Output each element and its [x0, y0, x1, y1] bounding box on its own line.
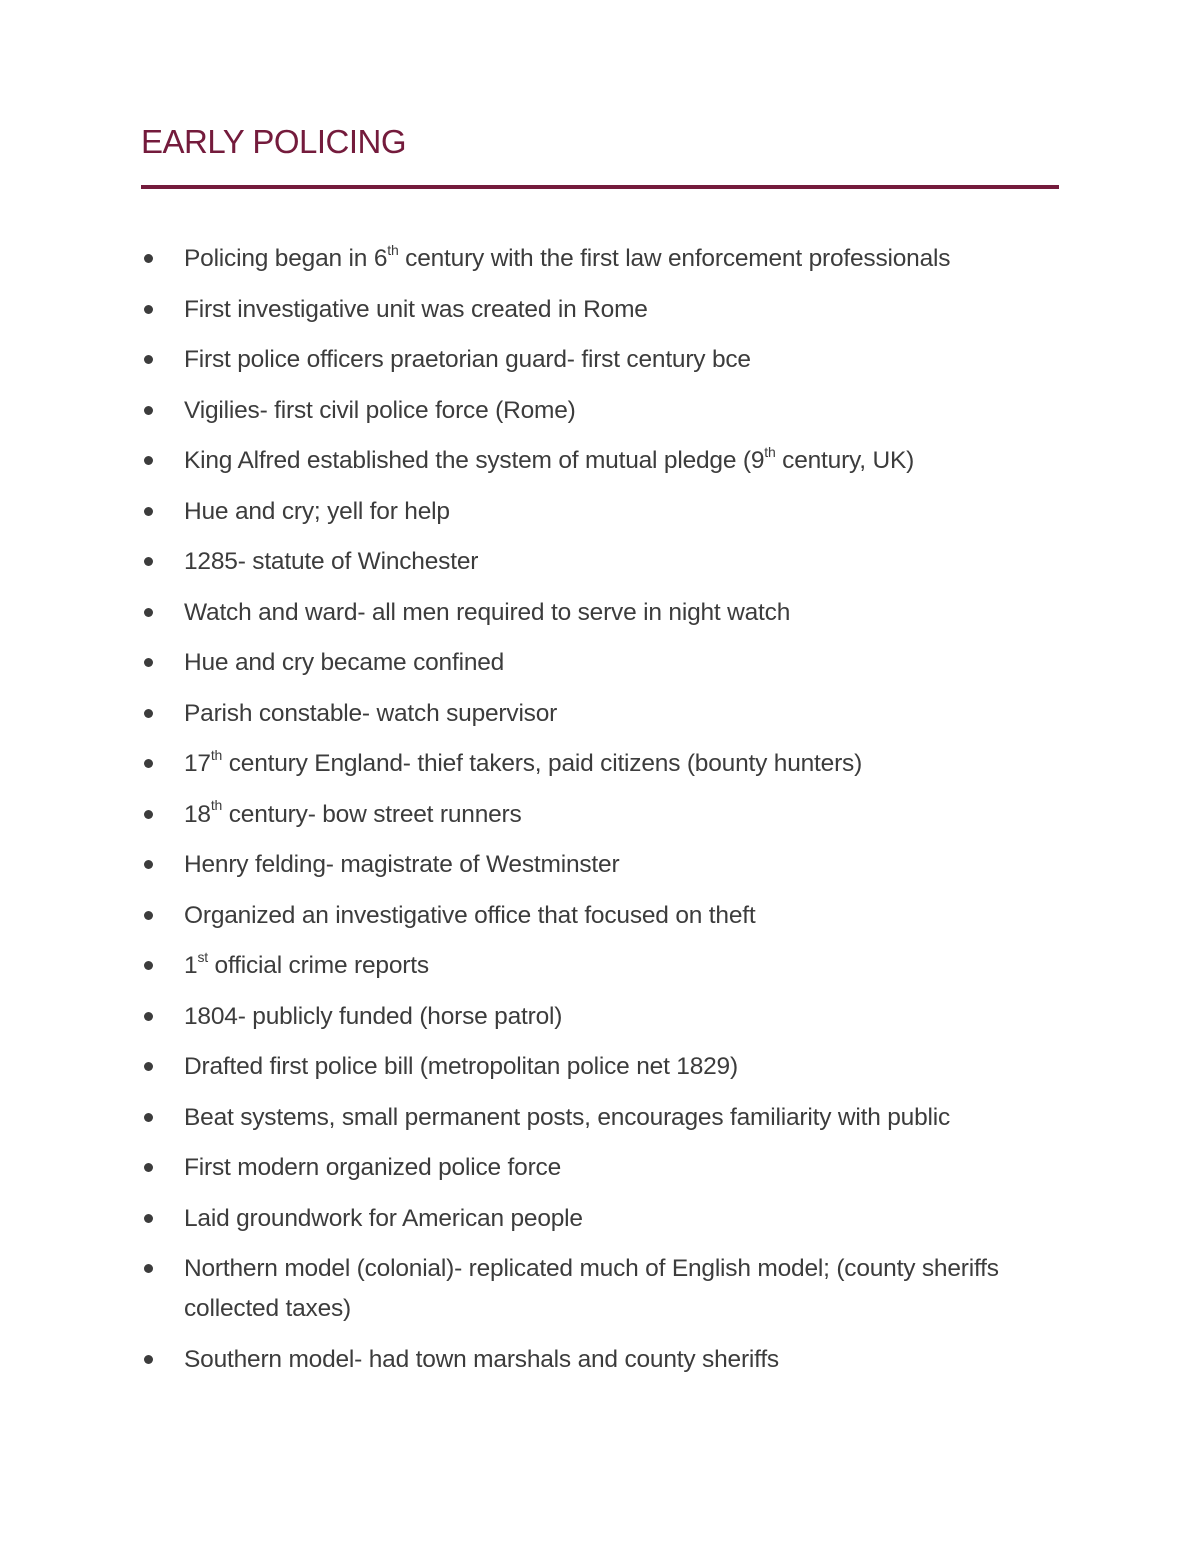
list-item-text [184, 241, 951, 272]
list-item [141, 441, 1061, 481]
list-item-main-text: 1 [184, 952, 198, 979]
bullet-icon [144, 1214, 153, 1223]
list-item [141, 643, 1061, 683]
bullet-icon [144, 860, 153, 869]
list-item-main-text: Watch and ward- all men required to serve in night watch [184, 598, 791, 626]
list-item-text [184, 296, 648, 323]
list-item [141, 593, 1061, 633]
list-item-continuation-text: century- bow street runners [222, 800, 522, 828]
list-item [141, 896, 1061, 936]
list-item-text [184, 851, 619, 878]
list-item-main-text: 1804- publicly funded (horse patrol) [184, 1002, 563, 1030]
bullet-icon [144, 1062, 153, 1071]
list-item-text [184, 649, 504, 676]
list-item-text [184, 1003, 562, 1030]
list-item-main-text: Organized an investigative office that focused on theft [184, 901, 756, 929]
bullet-icon [144, 1113, 153, 1122]
list-item [141, 744, 1061, 784]
bullet-icon [144, 507, 153, 516]
bullet-icon [144, 1355, 153, 1364]
list-item [141, 340, 1061, 380]
list-item-text [184, 599, 790, 626]
list-item-text [184, 1346, 779, 1373]
list-item [141, 1199, 1061, 1239]
bullet-icon [144, 961, 153, 970]
bullet-icon [144, 1264, 153, 1273]
bullet-icon [144, 355, 153, 364]
list-item-main-text: Southern model- had town marshals and county sheriffs [184, 1345, 779, 1373]
list-item [141, 1148, 1061, 1188]
list-item [141, 694, 1061, 734]
list-item-text [184, 1154, 561, 1181]
list-item-main-text: Laid groundwork for American people [184, 1204, 583, 1232]
list-item [141, 845, 1061, 885]
list-item [141, 1047, 1061, 1087]
bullet-icon [144, 557, 153, 566]
list-item-main-text: King Alfred established the system of mutual pledge (9 [184, 447, 765, 474]
bullet-icon [144, 1163, 153, 1172]
list-item-text [184, 1053, 738, 1080]
list-item-main-text: First modern organized police force [184, 1154, 562, 1181]
list-item [141, 391, 1061, 431]
list-item-main-text: 17 [184, 750, 211, 777]
list-item [141, 1098, 1061, 1138]
bullet-icon [144, 709, 153, 718]
list-item [141, 239, 1061, 279]
list-item [141, 1340, 1061, 1380]
bullet-icon [144, 608, 153, 617]
title-divider [141, 185, 1059, 189]
list-item-main-text: Hue and cry; yell for help [184, 497, 450, 525]
list-item [141, 795, 1061, 835]
bullet-icon [144, 254, 153, 263]
page-title: EARLY POLICING [141, 123, 407, 160]
bullet-icon [144, 759, 153, 768]
ordinal-superscript: st [197, 948, 208, 965]
list-item [141, 492, 1061, 532]
list-item [141, 542, 1061, 582]
bullet-icon [144, 1012, 153, 1021]
bullet-icon [144, 456, 153, 465]
bullet-icon [144, 658, 153, 667]
list-item-text [184, 397, 576, 424]
list-item-continuation-text: official crime reports [207, 952, 429, 979]
list-item-text [184, 443, 915, 474]
list-item-main-text: First investigative unit was created in Rome [184, 295, 648, 323]
list-item-text [184, 1255, 999, 1322]
ordinal-superscript: th [387, 241, 399, 258]
list-item-text [184, 1104, 950, 1131]
ordinal-superscript: th [210, 797, 223, 814]
ordinal-superscript: th [210, 746, 223, 763]
bullet-icon [144, 305, 153, 314]
list-item-main-text: Parish constable- watch supervisor [184, 699, 558, 727]
bullet-icon [144, 810, 153, 819]
list-item-main-text: Northern model (colonial)- replicated much of English model; (county sheriffs collected taxes) [184, 1255, 999, 1322]
list-item-main-text: Beat systems, small permanent posts, encourages familiarity with public [184, 1103, 951, 1131]
list-item [141, 946, 1061, 986]
list-item-main-text: Henry felding- magistrate of Westminster [184, 851, 620, 878]
list-item-main-text: Hue and cry became confined [184, 649, 505, 676]
list-item-text [184, 902, 755, 929]
list-item-continuation-text: century England- thief takers, paid citizens (bounty hunters) [222, 750, 863, 777]
list-item-main-text: 18 [184, 800, 211, 828]
list-item-text [184, 948, 429, 979]
list-item-main-text: Vigilies- first civil police force (Rome) [184, 396, 576, 424]
list-item-text [184, 346, 751, 373]
list-item [141, 290, 1061, 330]
list-item [141, 1249, 1044, 1329]
list-item-text [184, 700, 557, 727]
bullet-list [141, 239, 1061, 1390]
bullet-icon [144, 911, 153, 920]
list-item-main-text: First police officers praetorian guard- first century bce [184, 346, 751, 373]
list-item-text [184, 797, 522, 828]
ordinal-superscript: th [764, 443, 776, 460]
list-item-continuation-text: century with the first law enforcement professionals [398, 245, 951, 272]
list-item-main-text: Drafted first police bill (metropolitan police net 1829) [184, 1053, 738, 1080]
list-item-continuation-text: century, UK) [775, 447, 915, 474]
list-item-text [184, 1205, 583, 1232]
list-item-text [184, 548, 478, 575]
list-item-main-text: 1285- statute of Winchester [184, 548, 479, 575]
list-item-text [184, 746, 863, 777]
list-item-text [184, 498, 450, 525]
list-item-main-text: Policing began in 6 [184, 245, 388, 272]
bullet-icon [144, 406, 153, 415]
list-item [141, 997, 1061, 1037]
